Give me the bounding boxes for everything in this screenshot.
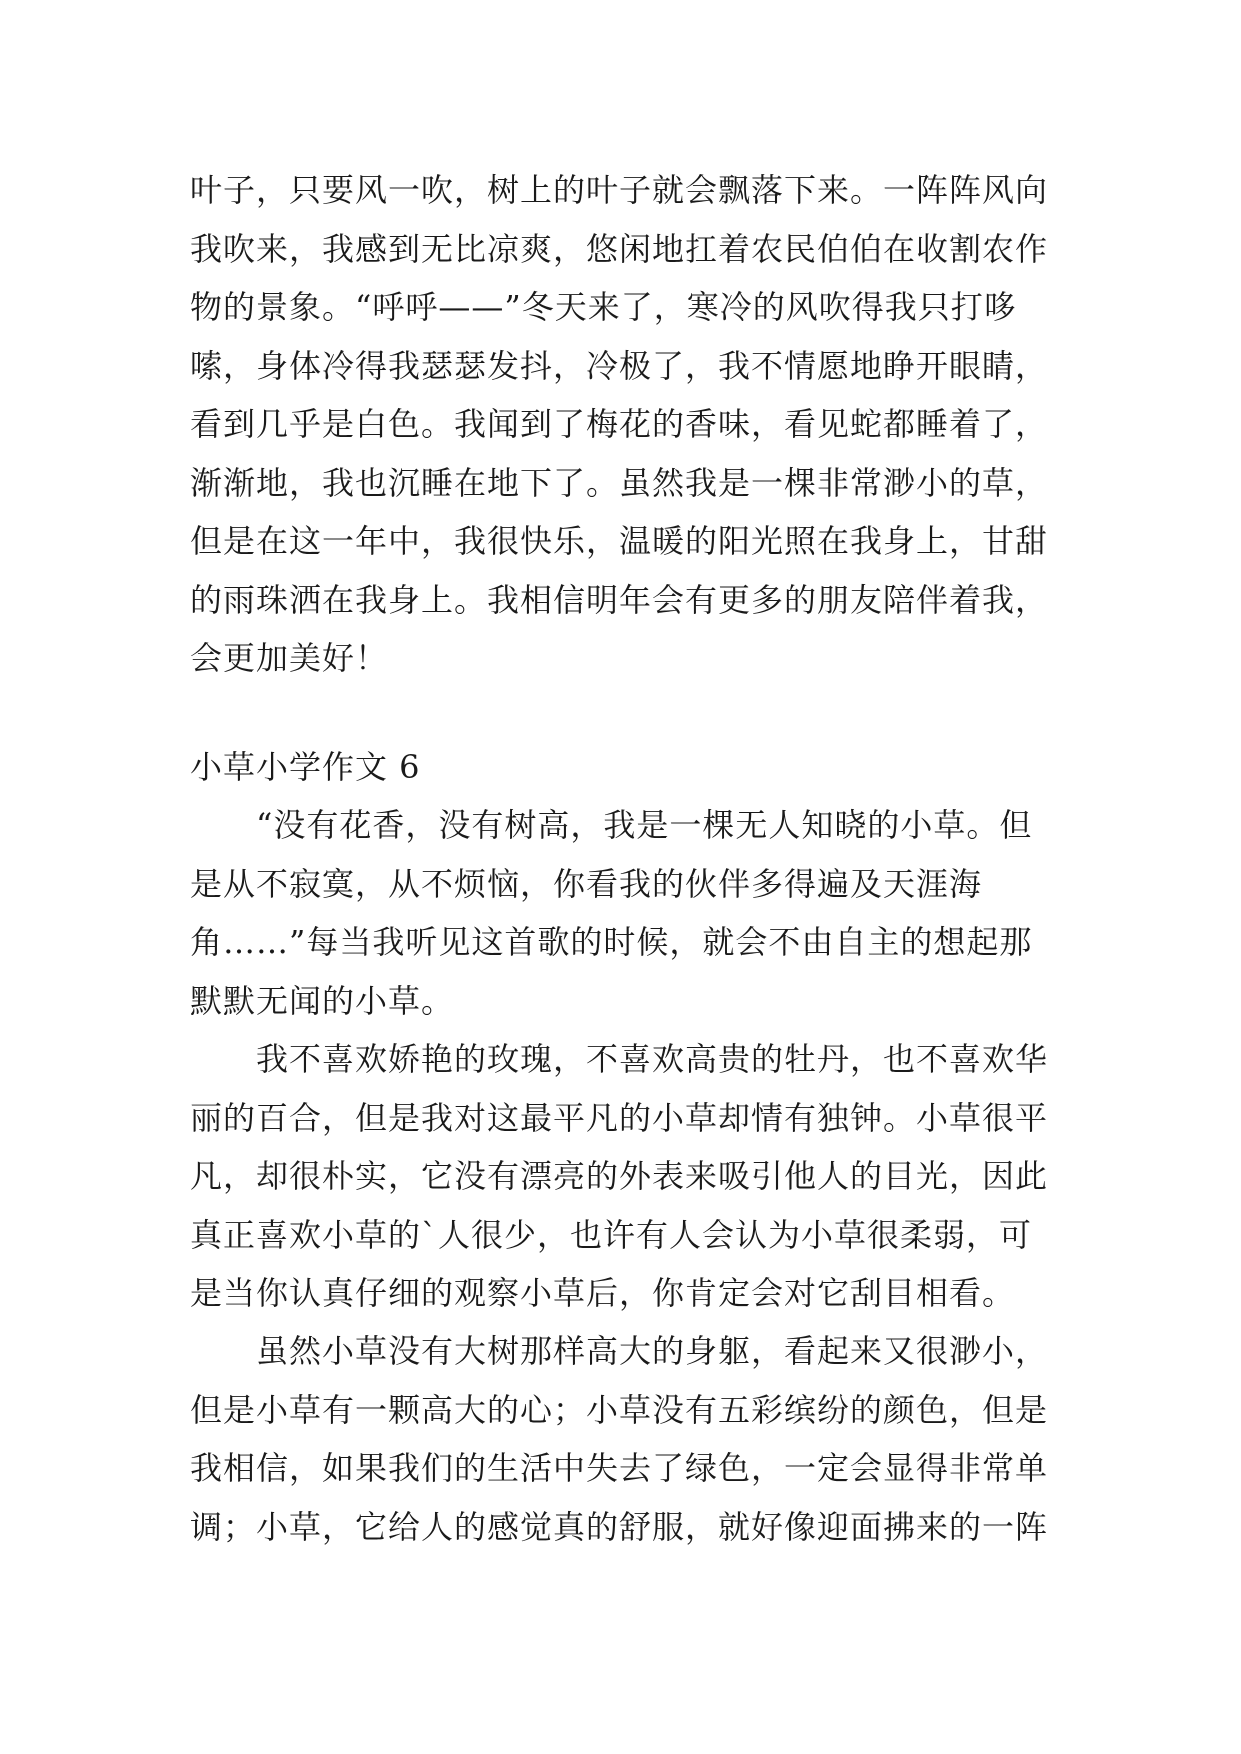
text-line: 虽然小草没有大树那样高大的身躯，看起来又很渺小， xyxy=(256,1332,1049,1370)
section-heading: 小草小学作文 6 xyxy=(190,748,421,786)
text-line: 调；小草，它给人的感觉真的舒服，就好像迎面拂来的一阵 xyxy=(190,1507,1049,1546)
paragraph-2 xyxy=(190,796,1070,1030)
text-line: 我吹来，我感到无比凉爽，悠闲地扛着农民伯伯在收割农作 xyxy=(190,229,1049,268)
text-line: 渐渐地，我也沉睡在地下了。虽然我是一棵非常渺小的草， xyxy=(190,463,1049,502)
text-line: 是当你认真仔细的观察小草后，你肯定会对它刮目相看。 xyxy=(190,1274,1016,1312)
text-line: 真正喜欢小草的`人很少，也许有人会认为小草很柔弱，可 xyxy=(190,1215,1033,1254)
text-line: 但是小草有一颗高大的心；小草没有五彩缤纷的颜色，但是 xyxy=(190,1390,1049,1429)
text-line: 看到几乎是白色。我闻到了梅花的香味，看见蛇都睡着了， xyxy=(190,405,1049,443)
text-line: 嗦，身体冷得我瑟瑟发抖，冷极了，我不情愿地睁开眼睛， xyxy=(190,346,1049,385)
text-line: 角……”每当我听见这首歌的时候，就会不由自主的想起那 xyxy=(190,923,1033,961)
text-line: “没有花香，没有树高，我是一棵无人知晓的小草。但 xyxy=(256,806,1033,844)
paragraph-3 xyxy=(190,1030,1070,1323)
text-line: 是从不寂寞，从不烦恼，你看我的伙伴多得遍及天涯海 xyxy=(190,864,983,903)
text-line: 我相信，如果我们的生活中失去了绿色，一定会显得非常单 xyxy=(190,1449,1049,1487)
text-line: 会更加美好！ xyxy=(190,639,389,677)
text-line: 默默无闻的小草。 xyxy=(190,981,455,1020)
text-line: 丽的百合，但是我对这最平凡的小草却情有独钟。小草很平 xyxy=(190,1098,1049,1137)
paragraph-4 xyxy=(190,1322,1070,1556)
text-line: 但是在这一年中，我很快乐，温暖的阳光照在我身上，甘甜 xyxy=(190,522,1049,560)
paragraph-1 xyxy=(190,161,1070,688)
text-line: 叶子，只要风一吹，树上的叶子就会飘落下来。一阵阵风向 xyxy=(190,171,1049,209)
text-line: 凡，却很朴实，它没有漂亮的外表来吸引他人的目光，因此 xyxy=(190,1157,1049,1195)
text-line: 物的景象。“呼呼——”冬天来了，寒冷的风吹得我只打哆 xyxy=(190,288,1017,326)
text-line: 我不喜欢娇艳的玫瑰，不喜欢高贵的牡丹，也不喜欢华 xyxy=(256,1040,1049,1078)
text-line: 的雨珠洒在我身上。我相信明年会有更多的朋友陪伴着我， xyxy=(190,580,1049,619)
